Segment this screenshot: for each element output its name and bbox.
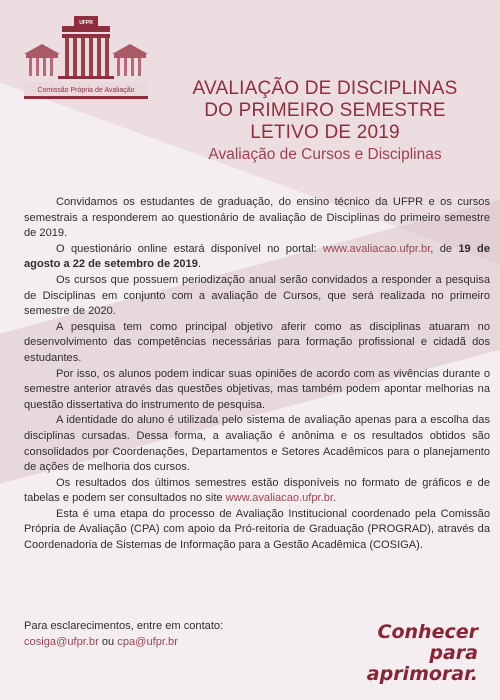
header [160,78,490,164]
paragraph-2-text: O questionário online estará disponível no portal: [56,242,323,255]
email-cpa-link[interactable]: cpa@ufpr.br [117,635,178,648]
slogan [367,622,478,685]
slogan-line-3: aprimorar. [366,663,478,685]
results-link[interactable]: www.avaliacao.ufpr.br [225,492,333,505]
contact-block [24,619,223,650]
paragraph-8: Esta é uma etapa do processo de Avaliação Institucional coordenado pela Comissão Própria de Avaliação (CPA) com apoio da Pró-reitoria de Graduação (PROGRAD), através da Coordenadoria de Sistemas de Informação para a Gestão Acadêmica (COSIGA). [24,507,490,552]
paragraph-1: Convidamos os estudantes de graduação, do ensino técnico da UFPR e os cursos semestrais a responderem ao questionário de avaliação de Disciplinas do primeiro semestre de 2019. [24,196,490,240]
paragraph-2 [24,242,490,273]
paragraph-2-mid: , de [430,242,459,255]
paragraph-5: Por isso, os alunos podem indicar suas opiniões de acordo com as vivências durante o semestre anterior através das questões objetivas, mas também podem apontar melhorias na questão dissertativa do instrumento de pesquisa. [24,367,490,411]
body-text [24,195,490,554]
title-line-3: LETIVO DE 2019 [250,122,400,143]
title-line-1: AVALIAÇÃO DE DISCIPLINAS [192,78,458,99]
slogan-line-2: para [429,642,478,664]
paragraph-7-text: Os resultados dos últimos semestres estão disponíveis no formato de gráficos e de tabelas e podem ser consultados no site [24,476,490,505]
subtitle: Avaliação de Cursos e Disciplinas [208,146,442,163]
page-title [160,78,490,144]
email-cosiga-link[interactable]: cosiga@ufpr.br [24,635,99,648]
contact-intro: Para esclarecimentos, entre em contato: [24,620,224,632]
svg-text:Comissão Própria de Avaliação: Comissão Própria de Avaliação [37,87,135,94]
paragraph-2-end: . [197,258,201,271]
paragraph-7-end: . [332,492,337,505]
title-line-2: DO PRIMEIRO SEMESTRE [204,100,446,121]
contact-emails [24,635,223,651]
paragraph-3: Os cursos que possuem periodização anual serão convidados a responder a pesquisa de Disciplinas em conjunto com a avaliação de Cursos, que será realizada no primeiro semestre de 2020. [24,273,490,318]
paragraph-6: A identidade do aluno é utilizada pelo sistema de avaliação apenas para a escolha das disciplinas cursadas. Dessa forma, a avaliação é anônima e os resultados obtidos são consolidados por Coordenações, Departamentos e Setores Acadêmicos para o planejamento de ações de melhoria dos cursos. [24,414,490,474]
slogan-line-1: Conhecer [377,621,478,643]
survey-dates: 19 de agosto a 22 de setembro de 2019 [24,242,490,271]
cpa-logo [22,10,150,100]
svg-text:UFPR: UFPR [79,20,93,26]
portal-link[interactable]: www.avaliacao.ufpr.br [322,242,431,255]
paragraph-4: A pesquisa tem como principal objetivo aferir como as disciplinas atuaram no desenvolvimento das competências necessárias para formação profissional e cidadã dos estudantes. [24,320,490,364]
email-separator: ou [98,635,118,648]
paragraph-7 [24,476,490,507]
